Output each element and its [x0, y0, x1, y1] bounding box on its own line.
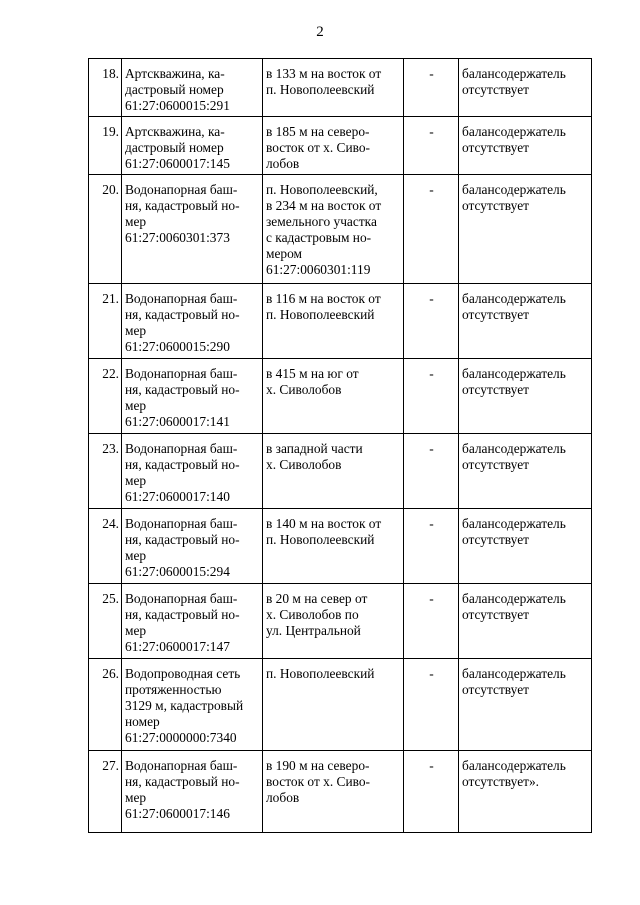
- row-number: 22.: [89, 359, 122, 434]
- cell-line: 61:27:0600017:145: [125, 156, 230, 171]
- cell-line: ня, кадастровый но-: [125, 774, 240, 789]
- empty-value-dash: -: [404, 659, 459, 751]
- cell-line: ня, кадастровый но-: [125, 457, 240, 472]
- cell-line: отсутствует: [462, 198, 529, 213]
- cell-line: ня, кадастровый но-: [125, 532, 240, 547]
- cell-line: 61:27:0060301:119: [266, 262, 371, 277]
- cell-line: восток от х. Сиво-: [266, 774, 371, 789]
- object-name-cell: [122, 59, 263, 117]
- cell-line: отсутствует».: [462, 774, 540, 789]
- cell-line: балансодержатель: [462, 66, 566, 81]
- balance-holder-cell: [459, 175, 592, 284]
- location-cell: [263, 284, 404, 359]
- location-cell: [263, 509, 404, 584]
- table-row: [89, 59, 592, 117]
- cell-line: в 20 м на север от: [266, 591, 368, 606]
- cell-line: х. Сиволобов по: [266, 607, 359, 622]
- cell-line: Водонапорная баш-: [125, 441, 238, 456]
- table-row: [89, 175, 592, 284]
- cell-line: ня, кадастровый но-: [125, 382, 240, 397]
- table-row: [89, 117, 592, 175]
- row-number: 20.: [89, 175, 122, 284]
- object-name-cell: [122, 751, 263, 833]
- cell-line: Артскважина, ка-: [125, 124, 225, 139]
- cell-line: в 116 м на восток от: [266, 291, 381, 306]
- cell-line: в 234 м на восток от: [266, 198, 382, 213]
- cell-line: в 415 м на юг от: [266, 366, 359, 381]
- balance-holder-cell: [459, 359, 592, 434]
- page-number: 2: [316, 24, 324, 40]
- row-number: 23.: [89, 434, 122, 509]
- cell-line: балансодержатель: [462, 516, 566, 531]
- cell-line: мер: [125, 473, 147, 488]
- cell-line: балансодержатель: [462, 591, 566, 606]
- cell-line: в 190 м на северо-: [266, 758, 370, 773]
- cell-line: п. Новополеевский,: [266, 182, 378, 197]
- cell-line: 61:27:0600015:290: [125, 339, 230, 354]
- cell-line: Водонапорная баш-: [125, 366, 238, 381]
- location-cell: [263, 117, 404, 175]
- registry-table-body: [89, 59, 592, 833]
- cell-line: отсутствует: [462, 140, 529, 155]
- cell-line: отсутствует: [462, 307, 529, 322]
- table-row: [89, 284, 592, 359]
- cell-line: 61:27:0600017:141: [125, 414, 230, 429]
- empty-value-dash: -: [404, 59, 459, 117]
- cell-line: 61:27:0000000:7340: [125, 730, 237, 745]
- location-cell: [263, 659, 404, 751]
- cell-line: п. Новополеевский: [266, 666, 375, 681]
- cell-line: протяженностью: [125, 682, 222, 697]
- cell-line: в западной части: [266, 441, 363, 456]
- cell-line: дастровый номер: [125, 140, 224, 155]
- location-cell: [263, 584, 404, 659]
- empty-value-dash: -: [404, 359, 459, 434]
- cell-line: ул. Центральной: [266, 623, 361, 638]
- cell-line: мер: [125, 790, 147, 805]
- cell-line: лобов: [266, 790, 300, 805]
- empty-value-dash: -: [404, 175, 459, 284]
- cell-line: отсутствует: [462, 682, 529, 697]
- cell-line: мер: [125, 398, 147, 413]
- cell-line: мер: [125, 548, 147, 563]
- cell-line: 3129 м, кадастровый: [125, 698, 244, 713]
- empty-value-dash: -: [404, 584, 459, 659]
- table-row: [89, 659, 592, 751]
- cell-line: отсутствует: [462, 607, 529, 622]
- object-name-cell: [122, 117, 263, 175]
- row-number: 24.: [89, 509, 122, 584]
- cell-line: дастровый номер: [125, 82, 224, 97]
- cell-line: 61:27:0600017:140: [125, 489, 230, 504]
- cell-line: отсутствует: [462, 82, 529, 97]
- location-cell: [263, 175, 404, 284]
- location-cell: [263, 359, 404, 434]
- cell-line: 61:27:0600017:147: [125, 639, 230, 654]
- cell-line: ня, кадастровый но-: [125, 198, 240, 213]
- cell-line: балансодержатель: [462, 441, 566, 456]
- cell-line: мером: [266, 246, 303, 261]
- property-registry-table: [88, 58, 592, 833]
- cell-line: в 185 м на северо-: [266, 124, 370, 139]
- object-name-cell: [122, 584, 263, 659]
- cell-line: балансодержатель: [462, 666, 566, 681]
- cell-line: балансодержатель: [462, 182, 566, 197]
- cell-line: 61:27:0600015:291: [125, 98, 230, 113]
- cell-line: 61:27:0060301:373: [125, 230, 230, 245]
- cell-line: отсутствует: [462, 532, 529, 547]
- empty-value-dash: -: [404, 509, 459, 584]
- cell-line: с кадастровым но-: [266, 230, 372, 245]
- cell-line: балансодержатель: [462, 758, 566, 773]
- object-name-cell: [122, 509, 263, 584]
- row-number: 27.: [89, 751, 122, 833]
- empty-value-dash: -: [404, 751, 459, 833]
- row-number: 26.: [89, 659, 122, 751]
- table-row: [89, 434, 592, 509]
- row-number: 25.: [89, 584, 122, 659]
- cell-line: ня, кадастровый но-: [125, 607, 240, 622]
- object-name-cell: [122, 284, 263, 359]
- object-name-cell: [122, 359, 263, 434]
- row-number: 18.: [89, 59, 122, 117]
- balance-holder-cell: [459, 584, 592, 659]
- table-row: [89, 584, 592, 659]
- cell-line: Артскважина, ка-: [125, 66, 225, 81]
- cell-line: мер: [125, 623, 147, 638]
- cell-line: восток от х. Сиво-: [266, 140, 371, 155]
- cell-line: в 140 м на восток от: [266, 516, 382, 531]
- cell-line: отсутствует: [462, 457, 529, 472]
- balance-holder-cell: [459, 434, 592, 509]
- empty-value-dash: -: [404, 284, 459, 359]
- table-row: [89, 509, 592, 584]
- object-name-cell: [122, 659, 263, 751]
- cell-line: 61:27:0600017:146: [125, 806, 230, 821]
- cell-line: Водонапорная баш-: [125, 516, 238, 531]
- cell-line: лобов: [266, 156, 300, 171]
- empty-value-dash: -: [404, 434, 459, 509]
- location-cell: [263, 434, 404, 509]
- location-cell: [263, 59, 404, 117]
- cell-line: п. Новополеевский: [266, 307, 375, 322]
- cell-line: Водонапорная баш-: [125, 758, 238, 773]
- object-name-cell: [122, 434, 263, 509]
- row-number: 19.: [89, 117, 122, 175]
- cell-line: Водонапорная баш-: [125, 291, 238, 306]
- cell-line: балансодержатель: [462, 291, 566, 306]
- cell-line: номер: [125, 714, 160, 729]
- balance-holder-cell: [459, 751, 592, 833]
- cell-line: х. Сиволобов: [266, 457, 342, 472]
- cell-line: Водопроводная сеть: [125, 666, 241, 681]
- cell-line: в 133 м на восток от: [266, 66, 382, 81]
- cell-line: п. Новополеевский: [266, 532, 375, 547]
- balance-holder-cell: [459, 59, 592, 117]
- table-row: [89, 359, 592, 434]
- balance-holder-cell: [459, 659, 592, 751]
- balance-holder-cell: [459, 117, 592, 175]
- balance-holder-cell: [459, 509, 592, 584]
- cell-line: п. Новополеевский: [266, 82, 375, 97]
- location-cell: [263, 751, 404, 833]
- cell-line: балансодержатель: [462, 366, 566, 381]
- cell-line: Водонапорная баш-: [125, 182, 238, 197]
- cell-line: балансодержатель: [462, 124, 566, 139]
- empty-value-dash: -: [404, 117, 459, 175]
- cell-line: х. Сиволобов: [266, 382, 342, 397]
- object-name-cell: [122, 175, 263, 284]
- cell-line: 61:27:0600015:294: [125, 564, 230, 579]
- cell-line: мер: [125, 214, 147, 229]
- cell-line: ня, кадастровый но-: [125, 307, 240, 322]
- cell-line: отсутствует: [462, 382, 529, 397]
- table-row: [89, 751, 592, 833]
- balance-holder-cell: [459, 284, 592, 359]
- row-number: 21.: [89, 284, 122, 359]
- cell-line: Водонапорная баш-: [125, 591, 238, 606]
- cell-line: мер: [125, 323, 147, 338]
- cell-line: земельного участка: [266, 214, 377, 229]
